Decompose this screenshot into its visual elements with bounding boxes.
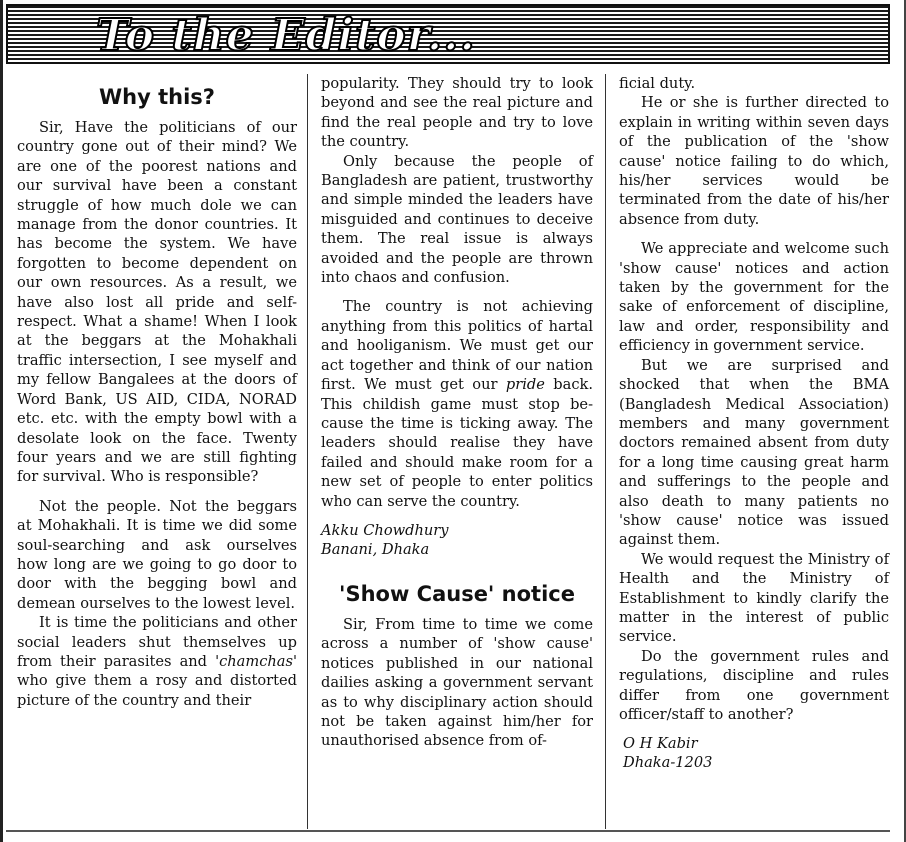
paragraph-text: The country is not achieving anything from this politics of hartal and hooliganism. We must get our act together and think of our nation first. We must get our	[321, 298, 593, 394]
letter-paragraph: We appreciate and welcome such 'show cause' notices and action taken by the government for the sake of enforcement of discipline, law and order, responsibility and efficiency in government service.	[619, 240, 889, 355]
section-title: To the Editor...	[96, 10, 476, 61]
letter-headline: Why this?	[99, 85, 215, 109]
letter-paragraph: We would request the Ministry of Health and the Ministry of Establishment to kindly clarify the matter in the interest of public service.	[619, 550, 889, 646]
bottom-rule	[6, 830, 890, 832]
letter-paragraph: He or she is further directed to explain in writing within seven days of the publication of the 'show cause' notice failing to do which, his/her services would be terminated from the date of his/her absence from duty.	[619, 94, 889, 228]
column-1	[17, 74, 297, 710]
signature-name: O H Kabir	[623, 735, 698, 753]
column-2	[321, 74, 593, 751]
letter-paragraph: Only because the people of Bangladesh are patient, trustworthy and simple minded the leaders have misguided and continues to deceive them. The real issue is always avoided and the people are thrown into chaos and confusion.	[321, 152, 593, 287]
emphasis-text: 'chamchas'	[215, 652, 297, 670]
letter-paragraph: ficial duty.	[619, 75, 696, 92]
signature-name: Akku Chowdhury	[321, 521, 449, 539]
signature-place: Dhaka-1203	[623, 754, 713, 772]
letter-paragraph: Do the government rules and regulations, discipline and rules differ from one government officer/staff to another?	[619, 647, 889, 723]
emphasis-text: pride	[505, 376, 545, 394]
letter-paragraph	[321, 297, 593, 510]
letter-paragraph: Not the people. Not the beggars at Mohakhali. It is time we did some soul-searching and ask ourselves how long are we going to go door to door with the begging bowl and demean ourselves to the lowest level.	[17, 497, 297, 612]
paragraph-text: It is time the politicians and other social leaders shut themselves up from their parasites and	[17, 614, 297, 670]
letter-paragraph	[17, 613, 297, 710]
letter-paragraph: But we are surprised and shocked that when the BMA (Bangladesh Medical Association) members and many government doctors remained absent from duty for a long time causing great harm and sufferings to the people and also death to many patients no 'show cause' notice was issued against them.	[619, 356, 889, 549]
letter-paragraph: Sir, From time to time we come across a number of 'show cause' notices published in our national dailies asking a government servant as to why disciplinary action should not be taken against him/her for unauthorised absence from of-	[321, 615, 593, 750]
paragraph-text: who give them a rosy and distorted picture of the country and their	[17, 672, 297, 709]
signature-place: Banani, Dhaka	[321, 540, 430, 558]
paragraph-text: back. This childish game must stop because the time is ticking away. The leaders should realise they have failed and should make room for a new set of people to enter politics who can serve the country.	[321, 376, 593, 510]
column-divider	[307, 74, 308, 829]
column-divider	[605, 74, 606, 829]
letter-paragraph: Sir, Have the politicians of our country gone out of their mind? We are one of the poorest nations and our survival have been a constant struggle of how much dole we can manage from the donor countries. It has become the system. We have forgotten to become dependent on our own resources. As a result, we have also lost all pride and self-respect. What a shame! When I look at the beggars at the Mohakhali traffic intersection, I see myself and my fellow Bangalees at the doors of Word Bank, US AID, CIDA, NORAD etc. etc. with the empty bowl with a desolate look on the face. Twenty four years and we are still fighting for survival. Who is responsible?	[17, 119, 297, 486]
column-3	[619, 74, 889, 772]
letter-paragraph: popularity. They should try to look beyond and see the real picture and find the real people and try to love the country.	[321, 75, 593, 151]
letter-headline: 'Show Cause' notice	[339, 581, 575, 606]
section-banner	[6, 4, 890, 64]
